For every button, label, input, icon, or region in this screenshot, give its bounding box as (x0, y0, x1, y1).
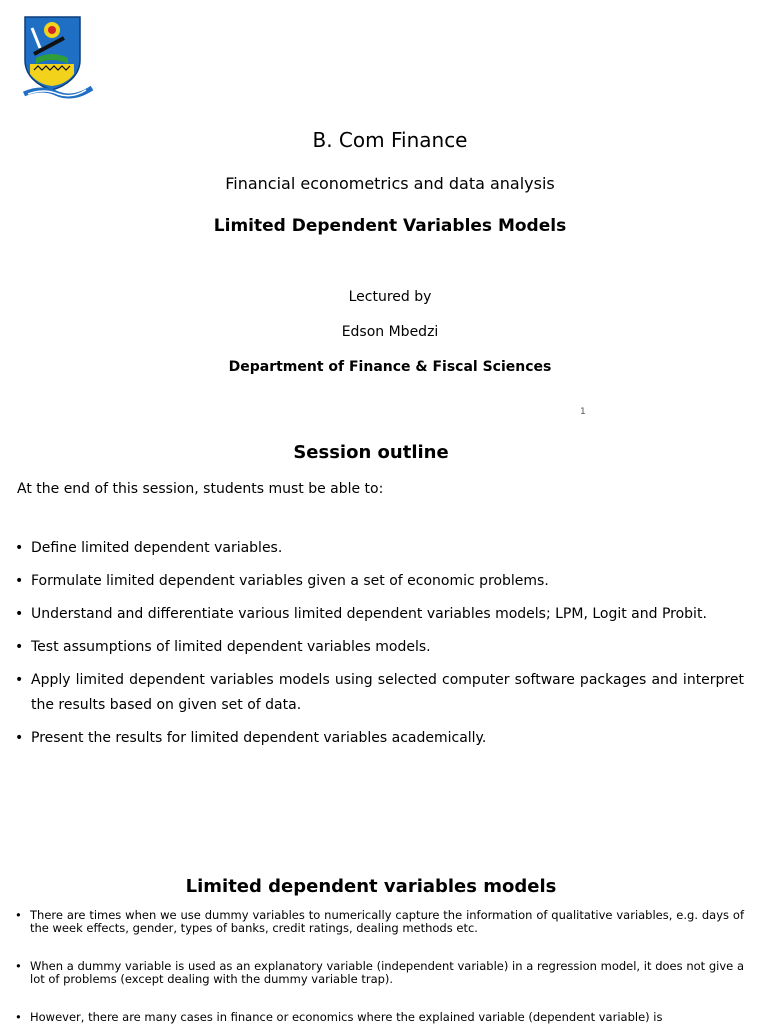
list-item-text: Formulate limited dependent variables given a set of economic problems. (31, 573, 549, 589)
course-title: Financial econometrics and data analysis (225, 174, 555, 193)
learning-outcomes-list (15, 536, 744, 759)
bullet-icon: • (15, 540, 24, 556)
topic-title: Limited Dependent Variables Models (213, 216, 567, 236)
list-item-text: However, there are many cases in finance or economics where the explained variable (dependent variable) is (30, 1010, 663, 1024)
list-item (15, 960, 744, 986)
list-item (15, 569, 744, 594)
bullet-icon: • (15, 908, 22, 922)
ldv-models-heading: Limited dependent variables models (185, 876, 557, 897)
list-item-text: Define limited dependent variables. (31, 540, 283, 556)
lecturer-name: Edson Mbedzi (341, 324, 439, 340)
list-item-text: There are times when we use dummy variables to numerically capture the information of qualitative variables, e.g. days of the week effects, gender, types of banks, credit ratings, dealing methods etc. (30, 908, 744, 935)
list-item (15, 726, 744, 751)
bullet-icon: • (15, 573, 24, 589)
list-item (15, 602, 744, 627)
bullet-icon: • (15, 1010, 22, 1024)
ldv-models-list (15, 909, 744, 1024)
session-outline-intro: At the end of this session, students must be able to: (17, 481, 384, 497)
list-item-text: When a dummy variable is used as an explanatory variable (independent variable) in a regression model, it does not give a lot of problems (except dealing with the dummy variable trap). (30, 959, 744, 986)
bullet-icon: • (15, 959, 22, 973)
bullet-icon: • (15, 639, 24, 655)
lectured-by-label: Lectured by (348, 289, 432, 305)
page-number: 1 (580, 407, 586, 417)
list-item (15, 635, 744, 660)
session-outline-heading: Session outline (293, 442, 449, 463)
department-name: Department of Finance & Fiscal Sciences (228, 359, 552, 375)
list-item (15, 536, 744, 561)
bullet-icon: • (15, 730, 24, 746)
list-item-text: Understand and differentiate various limited dependent variables models; LPM, Logit and Probit. (31, 606, 707, 622)
list-item-text: Present the results for limited dependent variables academically. (31, 730, 487, 746)
list-item-text: Apply limited dependent variables models using selected computer software packages and interpret the results based on given set of data. (31, 672, 744, 713)
list-item (15, 1011, 744, 1024)
list-item (15, 909, 744, 935)
degree-title: B. Com Finance (312, 128, 468, 152)
list-item (15, 668, 744, 718)
university-crest-logo (22, 14, 94, 106)
bullet-icon: • (15, 606, 24, 622)
list-item-text: Test assumptions of limited dependent variables models. (31, 639, 431, 655)
bullet-icon: • (15, 672, 24, 688)
